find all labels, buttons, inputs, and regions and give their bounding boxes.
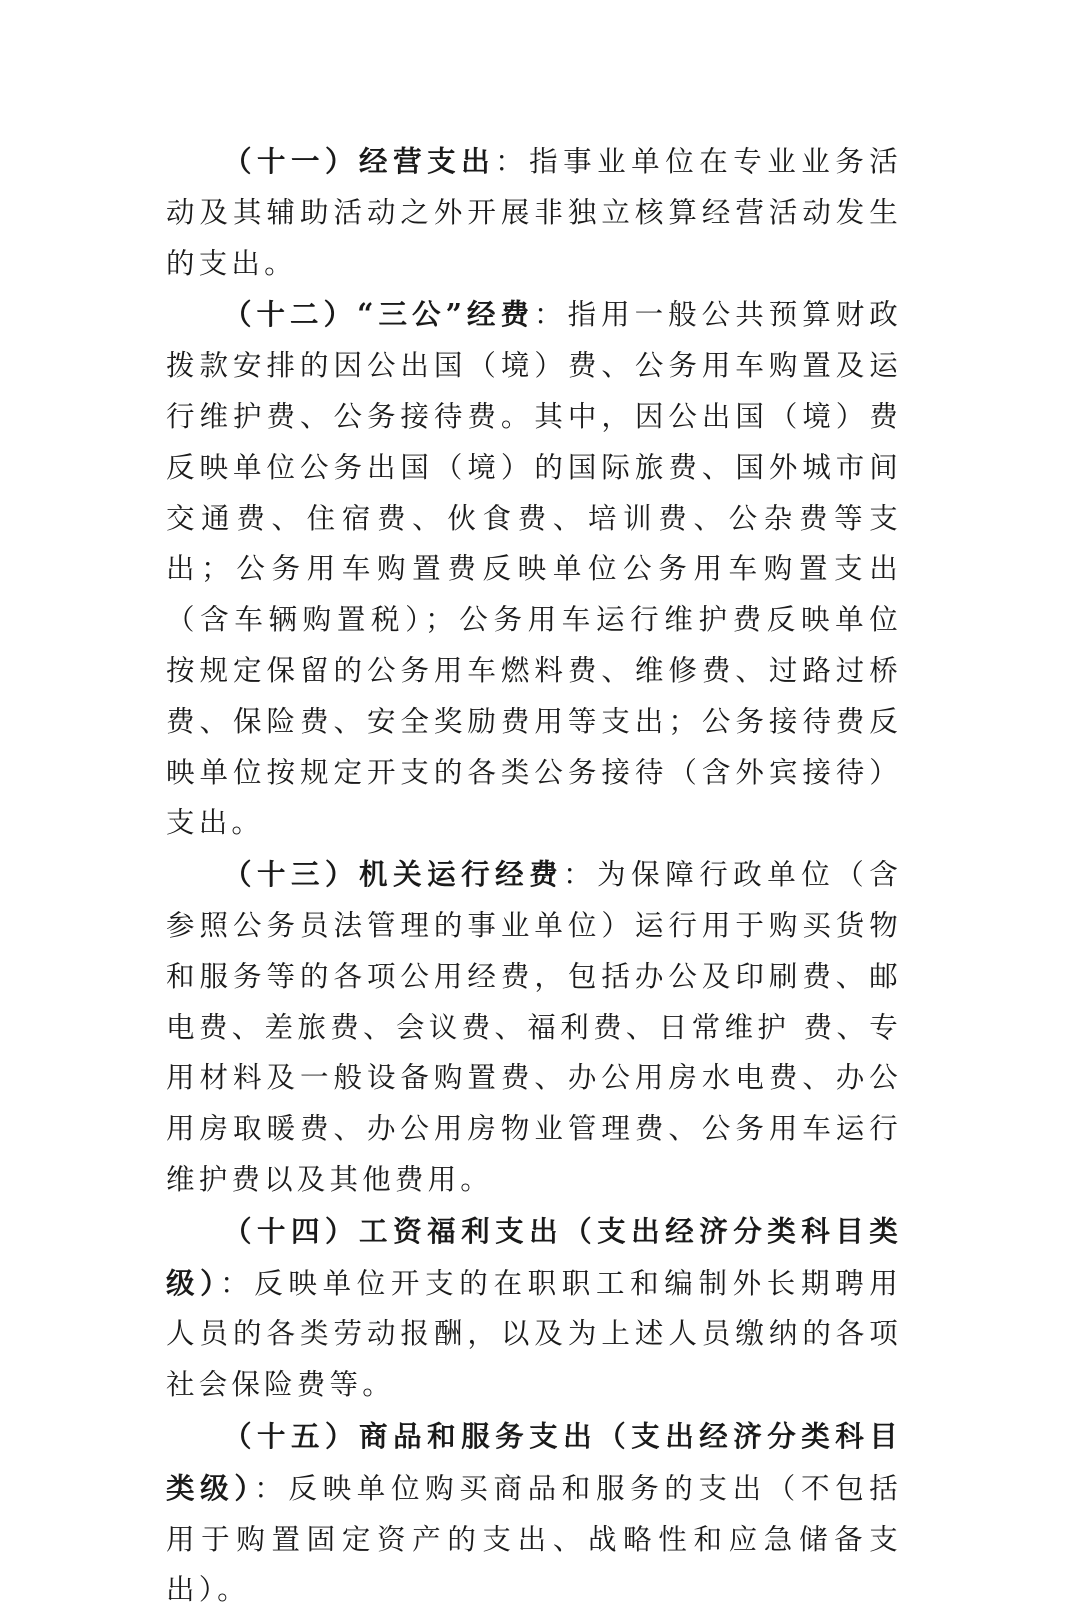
term-heading: （十五）商品和服务支出（支出经济分类科目类级）	[166, 1418, 902, 1505]
term-heading: （十二）“三公”经费	[223, 297, 535, 332]
document-body	[166, 136, 902, 1616]
term-heading: （十四）工资福利支出（支出经济分类科目类级）	[166, 1213, 902, 1300]
paragraph-text: ：反映单位购买商品和服务的支出（不包括用于购置固定资产的支出、战略性和应急储备支出）。	[166, 1471, 902, 1607]
paragraph-11	[166, 136, 902, 289]
paragraph-text: ：指用一般公共预算财政拨款安排的因公出国（境）费、公务用车购置及运行维护费、公务接待费。其中，因公出国（境）费反映单位公务出国（境）的国际旅费、国外城市间交通费、住宿费、伙食费、培训费、公杂费等支出；公务用车购置费反映单位公务用车购置支出（含车辆购置税）；公务用车运行维护费反映单位按规定保留的公务用车燃料费、维修费、过路过桥费、保险费、安全奖励费用等支出；公务接待费反映单位按规定开支的各类公务接待（含外宾接待）支出。	[166, 298, 902, 840]
paragraph-14	[166, 1206, 902, 1411]
paragraph-12	[166, 289, 902, 849]
paragraph-text: ：指事业单位在专业业务活动及其辅助活动之外开展非独立核算经营活动发生的支出。	[166, 145, 902, 280]
term-heading: （十一）经营支出	[223, 144, 496, 178]
paragraph-text: ：反映单位开支的在职职工和编制外长期聘用人员的各类劳动报酬，以及为上述人员缴纳的各项社会保险费等。	[166, 1266, 902, 1402]
paragraph-15	[166, 1411, 902, 1616]
paragraph-text: ：为保障行政单位（含参照公务员法管理的事业单位）运行用于购买货物和服务等的各项公用经费，包括办公及印刷费、邮电费、差旅费、会议费、福利费、日常维护 费、专用材料及一般设备购置费、办公用房水电费、办公用房取暖费、办公用房物业管理费、公务用车运行维护费以及其他费用。	[166, 858, 902, 1196]
paragraph-13	[166, 849, 902, 1206]
term-heading: （十三）机关运行经费	[223, 857, 564, 892]
